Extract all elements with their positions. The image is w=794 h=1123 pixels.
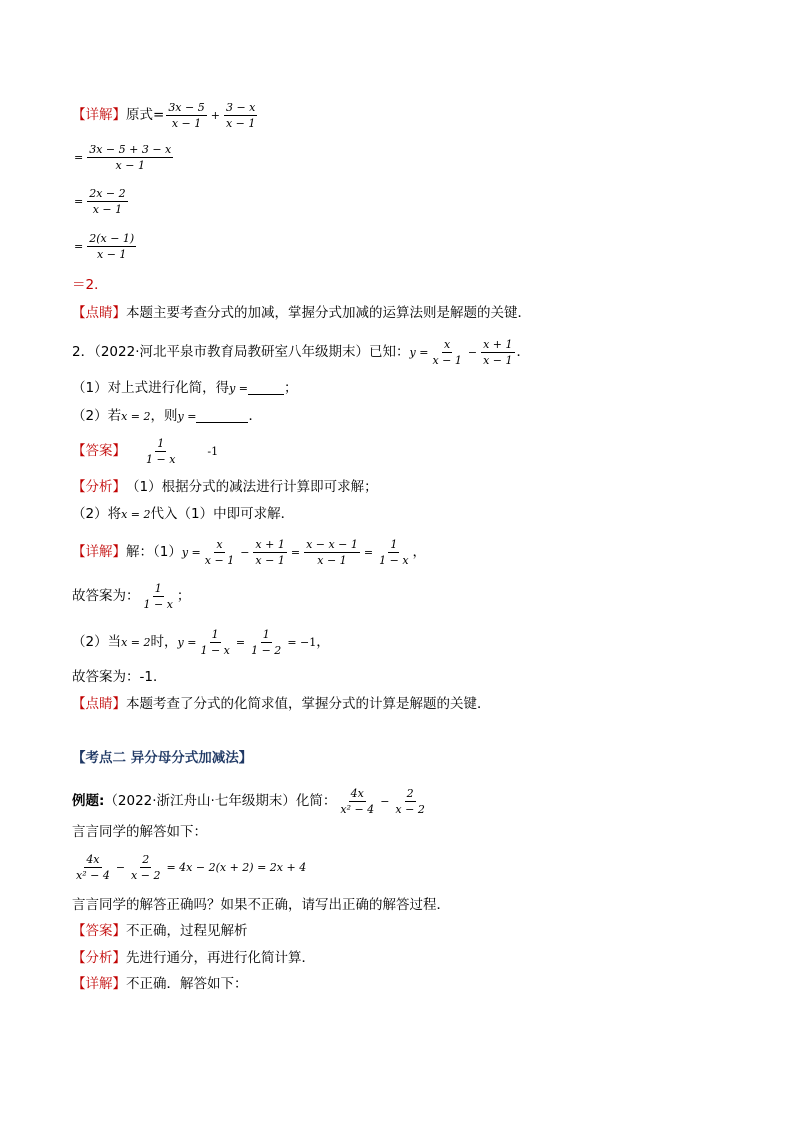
denominator: x − 1 bbox=[317, 554, 347, 567]
detail-tag: 【详解】 bbox=[72, 976, 126, 992]
numerator: x − x − 1 bbox=[306, 538, 358, 551]
numerator: 1 bbox=[211, 628, 219, 641]
operator: − bbox=[380, 795, 390, 808]
answer-blank bbox=[248, 382, 284, 395]
operator: = bbox=[74, 195, 84, 208]
detail-tag: 【详解】 bbox=[72, 543, 126, 560]
answer-2: -1 bbox=[207, 445, 219, 458]
numerator: 4x bbox=[350, 787, 364, 800]
detail-line-p2-2 bbox=[72, 628, 330, 657]
analysis-line-s2 bbox=[72, 952, 315, 966]
fraction bbox=[249, 628, 283, 657]
numerator: 2(x − 1) bbox=[89, 232, 135, 245]
operator: − bbox=[115, 861, 126, 874]
question-1 bbox=[72, 382, 298, 396]
step-3 bbox=[72, 232, 138, 261]
example-line bbox=[72, 787, 429, 816]
analysis-suffix: 代入（1）中即可求解． bbox=[150, 506, 295, 522]
math: x = 2 bbox=[121, 410, 151, 424]
denominator: x − 1 bbox=[115, 159, 145, 172]
operator: = bbox=[363, 546, 374, 559]
question-line: 言言同学的解答正确吗？如果不正确，请写出正确的解答过程． bbox=[72, 897, 450, 913]
fraction bbox=[304, 538, 360, 567]
denominator: x − 1 bbox=[483, 354, 513, 367]
fraction bbox=[129, 853, 162, 882]
operator: = bbox=[74, 240, 84, 253]
denominator: x − 1 bbox=[97, 248, 127, 261]
denominator: 1 − x bbox=[146, 453, 176, 466]
operator: = bbox=[74, 151, 84, 164]
q1-prefix: （1）对上式进行化简，得 bbox=[72, 380, 230, 396]
math: y = bbox=[409, 346, 429, 359]
denominator: 1 − 2 bbox=[251, 644, 282, 657]
numerator: 1 bbox=[154, 582, 162, 595]
detail-prefix: （2）当 bbox=[72, 633, 122, 650]
denominator: x − 2 bbox=[131, 869, 161, 882]
analysis-text: 先进行通分，再进行化简计算． bbox=[126, 950, 315, 966]
numerator: 1 bbox=[390, 538, 398, 551]
denominator: x − 1 bbox=[255, 554, 285, 567]
punct: ， bbox=[316, 633, 330, 650]
denominator: x − 1 bbox=[92, 203, 123, 216]
fraction bbox=[87, 143, 173, 172]
operator: − bbox=[240, 546, 250, 559]
analysis-line-1 bbox=[72, 481, 378, 495]
numerator: 1 bbox=[157, 437, 165, 450]
math: y = bbox=[177, 410, 197, 424]
fraction bbox=[224, 101, 257, 130]
fraction bbox=[87, 187, 127, 216]
denominator: x − 1 bbox=[204, 554, 235, 567]
punct: ； bbox=[176, 587, 191, 604]
denominator: x² − 4 bbox=[340, 803, 375, 816]
math: y = bbox=[181, 546, 201, 559]
answer-blank bbox=[196, 410, 248, 423]
numerator: x bbox=[444, 338, 451, 351]
numerator: x + 1 bbox=[255, 538, 285, 551]
operator: = bbox=[235, 636, 246, 649]
comment-text: 本题考查了分式的化简求值，掌握分式的计算是解题的关键． bbox=[126, 696, 491, 712]
comment-text: 本题主要考查分式的加减，掌握分式加减的运算法则是解题的关键． bbox=[126, 305, 531, 321]
q2-mid: ，则 bbox=[150, 408, 178, 424]
analysis-prefix: （2）将 bbox=[72, 506, 122, 522]
detail-line-p2 bbox=[72, 538, 426, 567]
operator: = bbox=[290, 546, 301, 559]
fraction bbox=[338, 787, 376, 816]
numerator: x bbox=[216, 538, 223, 551]
answer-line-s2 bbox=[72, 925, 248, 939]
fraction bbox=[144, 437, 177, 466]
numerator: 2 bbox=[406, 787, 414, 800]
analysis-text: （1）根据分式的减法进行计算即可求解； bbox=[126, 479, 378, 495]
detail-tag: 【详解】 bbox=[72, 106, 126, 123]
comment-tag: 【点睛】 bbox=[72, 305, 126, 321]
punct: ； bbox=[284, 380, 298, 396]
math-result: = −1 bbox=[287, 636, 317, 649]
denominator: x − 2 bbox=[395, 803, 425, 816]
numerator: 3x − 5 bbox=[168, 101, 205, 114]
detail-line-1 bbox=[72, 101, 259, 130]
denominator: 1 − x bbox=[200, 644, 230, 657]
fraction bbox=[203, 538, 236, 567]
example-text: （2022·浙江舟山·七年级期末）化简： bbox=[104, 792, 337, 809]
section-heading: 【考点二 异分母分式加减法】 bbox=[72, 750, 253, 766]
denominator: x² − 4 bbox=[76, 869, 110, 882]
math: y = bbox=[229, 382, 249, 396]
stem-prefix: 2．（2022·河北平泉市教育局教研室八年级期末）已知： bbox=[72, 343, 410, 360]
math: y = bbox=[177, 636, 197, 649]
fraction bbox=[142, 582, 175, 611]
detail-text: 不正确．解答如下： bbox=[126, 976, 248, 992]
numerator: 3x − 5 + 3 − x bbox=[89, 143, 172, 156]
detail-prefix: 解：（1） bbox=[126, 543, 182, 560]
fraction bbox=[481, 338, 514, 367]
analysis-line-2 bbox=[72, 508, 294, 522]
numerator: 1 bbox=[262, 628, 270, 641]
detail-mid: 时， bbox=[150, 633, 178, 650]
fraction bbox=[393, 787, 426, 816]
denominator: 1 − x bbox=[379, 554, 409, 567]
numerator: 4x bbox=[86, 853, 100, 866]
student-intro: 言言同学的解答如下： bbox=[72, 824, 207, 840]
operator: − bbox=[467, 346, 478, 359]
fraction bbox=[253, 538, 286, 567]
answer-label-2: 故答案为：-1． bbox=[72, 669, 167, 685]
fraction bbox=[74, 853, 112, 882]
answer-line bbox=[72, 437, 218, 466]
answer-label-1 bbox=[72, 582, 190, 611]
student-solution bbox=[72, 853, 306, 882]
numerator: x + 1 bbox=[483, 338, 513, 351]
step-1 bbox=[72, 143, 175, 172]
denominator: x − 1 bbox=[171, 117, 202, 130]
comment-tag: 【点睛】 bbox=[72, 696, 126, 712]
math: = 4x − 2(x + 2) = 2x + 4 bbox=[166, 861, 307, 874]
fraction bbox=[430, 338, 463, 367]
numerator: 2x − 2 bbox=[89, 187, 126, 200]
math: x = 2 bbox=[121, 508, 151, 522]
example-label: 例题: bbox=[72, 792, 105, 809]
detail-prefix: 原式= bbox=[126, 106, 165, 123]
numerator: 2 bbox=[142, 853, 150, 866]
analysis-tag: 【分析】 bbox=[72, 950, 126, 966]
punct: ． bbox=[516, 343, 530, 360]
denominator: x − 1 bbox=[225, 117, 256, 130]
problem-2-stem bbox=[72, 338, 530, 367]
question-2 bbox=[72, 410, 262, 424]
fraction bbox=[166, 101, 206, 130]
result-line: ＝2． bbox=[72, 277, 108, 293]
denominator: x − 1 bbox=[432, 354, 462, 367]
answer-label: 故答案为： bbox=[72, 587, 140, 604]
punct: ， bbox=[412, 543, 427, 560]
numerator: 3 − x bbox=[225, 101, 256, 114]
q2-prefix: （2）若 bbox=[72, 408, 122, 424]
answer-tag: 【答案】 bbox=[72, 442, 126, 459]
analysis-tag: 【分析】 bbox=[72, 479, 126, 495]
comment-line bbox=[72, 307, 531, 321]
math: x = 2 bbox=[121, 636, 151, 649]
answer-tag: 【答案】 bbox=[72, 923, 126, 939]
detail-line-s2 bbox=[72, 978, 248, 992]
step-2 bbox=[72, 187, 130, 216]
punct: ． bbox=[248, 408, 262, 424]
denominator: 1 − x bbox=[143, 598, 173, 611]
operator: + bbox=[210, 109, 220, 122]
fraction bbox=[87, 232, 136, 261]
fraction bbox=[198, 628, 231, 657]
answer-text: 不正确，过程见解析 bbox=[126, 923, 248, 939]
fraction bbox=[377, 538, 410, 567]
comment-line-p2 bbox=[72, 698, 491, 712]
